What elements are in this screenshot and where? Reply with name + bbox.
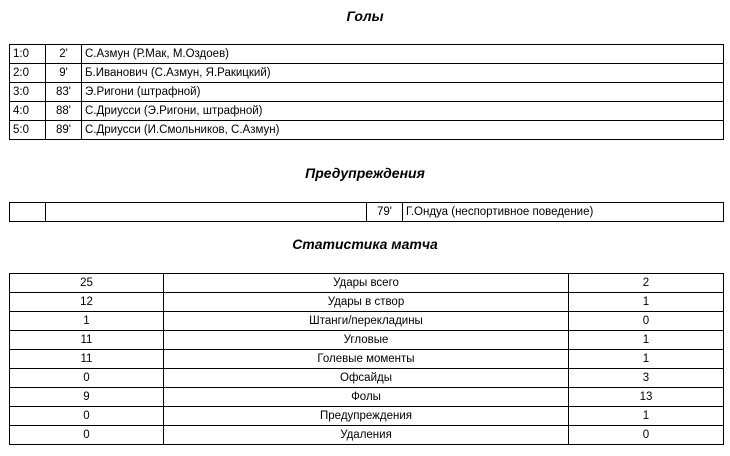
stat-label: Офсайды [164, 369, 569, 388]
goal-description-cell: Б.Иванович (С.Азмун, Я.Ракицкий) [82, 64, 724, 83]
stat-row [10, 426, 724, 445]
goal-minute-cell: 88' [46, 102, 82, 121]
stats-table [9, 273, 724, 445]
stat-away-value: 1 [569, 350, 724, 369]
goal-row [10, 83, 724, 102]
stat-row [10, 407, 724, 426]
goal-row [10, 121, 724, 140]
goal-minute-cell: 89' [46, 121, 82, 140]
stat-row [10, 293, 724, 312]
goal-row [10, 45, 724, 64]
stat-row [10, 274, 724, 293]
stat-row [10, 388, 724, 407]
stat-away-value: 0 [569, 426, 724, 445]
stat-away-value: 1 [569, 407, 724, 426]
stat-row [10, 350, 724, 369]
goal-row [10, 64, 724, 83]
goal-description-cell: Э.Ригони (штрафной) [82, 83, 724, 102]
goal-minute-cell: 83' [46, 83, 82, 102]
goal-description-cell: С.Азмун (Р.Мак, М.Оздоев) [82, 45, 724, 64]
warning-empty-cell [46, 203, 367, 222]
stat-label: Угловые [164, 331, 569, 350]
goal-minute-cell: 9' [46, 64, 82, 83]
stat-home-value: 0 [10, 369, 164, 388]
stat-home-value: 1 [10, 312, 164, 331]
goal-score-cell: 4:0 [10, 102, 46, 121]
goal-score-cell: 3:0 [10, 83, 46, 102]
warning-description-cell: Г.Ондуа (неспортивное поведение) [403, 203, 724, 222]
warnings-title: Предупреждения [305, 165, 425, 181]
stat-home-value: 12 [10, 293, 164, 312]
goals-table [9, 44, 724, 140]
stat-away-value: 13 [569, 388, 724, 407]
stats-title: Статистика матча [292, 236, 438, 252]
stat-label: Удары всего [164, 274, 569, 293]
warnings-table [9, 202, 724, 222]
stat-row [10, 331, 724, 350]
stat-away-value: 3 [569, 369, 724, 388]
goals-title: Голы [346, 8, 384, 24]
stat-label: Удаления [164, 426, 569, 445]
warning-row [10, 203, 724, 222]
stat-home-value: 11 [10, 350, 164, 369]
stat-home-value: 0 [10, 426, 164, 445]
stat-home-value: 9 [10, 388, 164, 407]
stat-label: Фолы [164, 388, 569, 407]
goal-score-cell: 1:0 [10, 45, 46, 64]
stat-away-value: 1 [569, 293, 724, 312]
goal-description-cell: С.Дриусси (И.Смольников, С.Азмун) [82, 121, 724, 140]
stat-away-value: 0 [569, 312, 724, 331]
goal-score-cell: 2:0 [10, 64, 46, 83]
warning-minute-cell: 79' [367, 203, 403, 222]
stat-label: Голевые моменты [164, 350, 569, 369]
stat-label: Штанги/перекладины [164, 312, 569, 331]
stat-home-value: 11 [10, 331, 164, 350]
goal-minute-cell: 2' [46, 45, 82, 64]
stat-label: Предупреждения [164, 407, 569, 426]
goal-score-cell: 5:0 [10, 121, 46, 140]
stat-home-value: 0 [10, 407, 164, 426]
goal-description-cell: С.Дриусси (Э.Ригони, штрафной) [82, 102, 724, 121]
stat-row [10, 312, 724, 331]
stat-home-value: 25 [10, 274, 164, 293]
stat-away-value: 1 [569, 331, 724, 350]
stat-label: Удары в створ [164, 293, 569, 312]
stat-row [10, 369, 724, 388]
stat-away-value: 2 [569, 274, 724, 293]
warning-empty-cell [10, 203, 46, 222]
goal-row [10, 102, 724, 121]
